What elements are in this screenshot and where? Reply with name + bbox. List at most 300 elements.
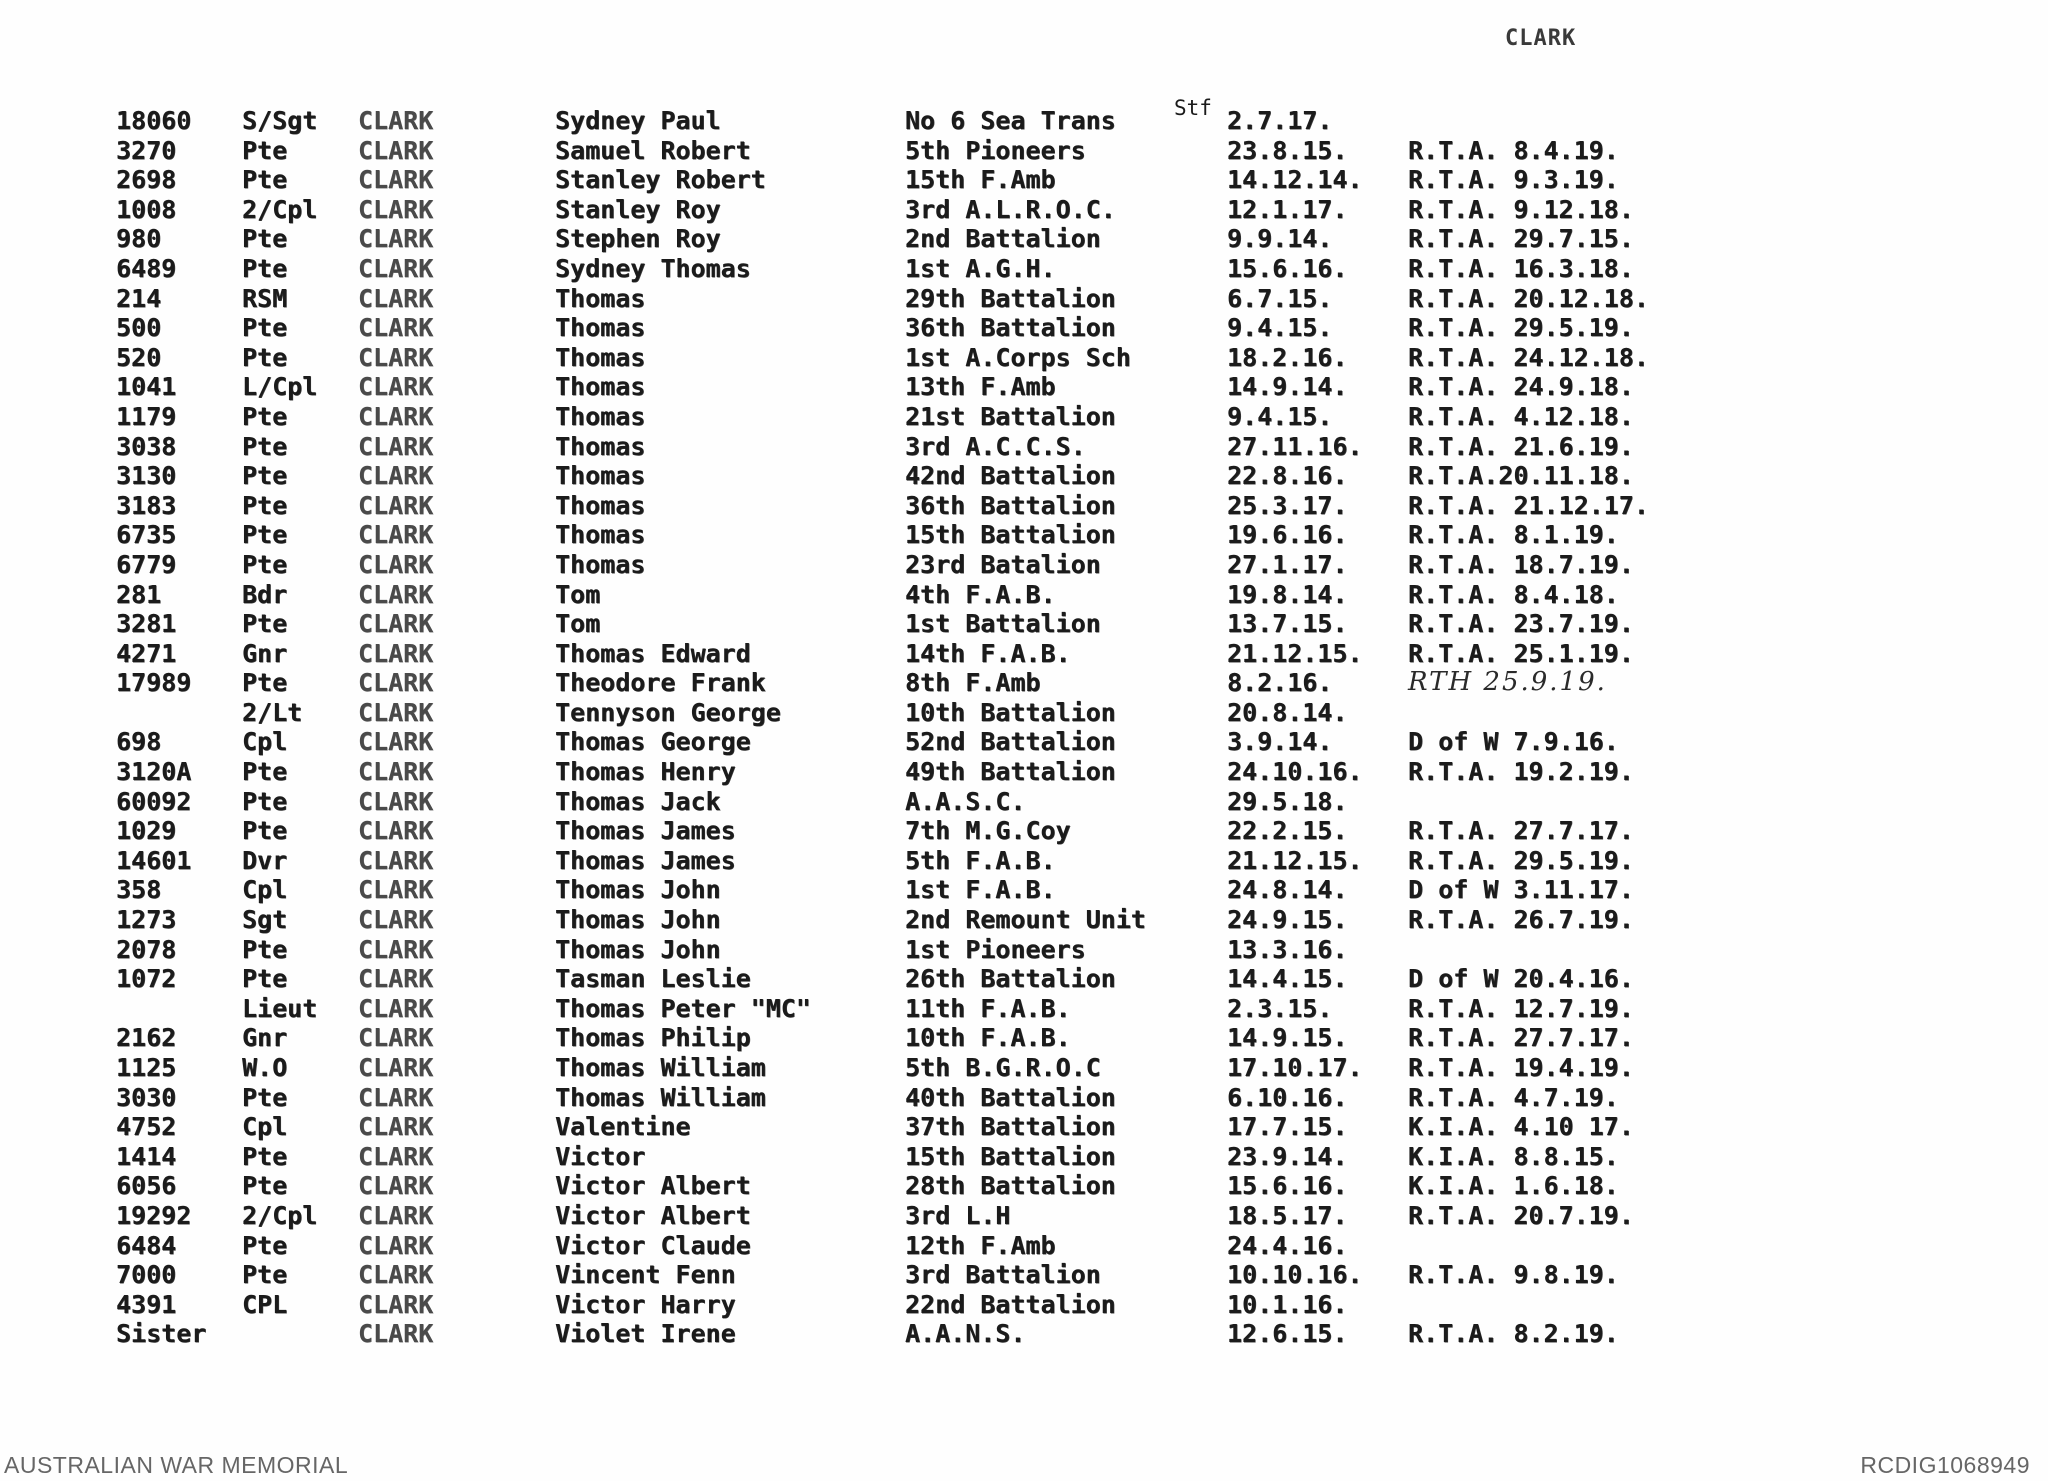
- rank: Pte: [242, 786, 288, 816]
- rank: Pte: [242, 668, 288, 698]
- record-row: [0, 994, 2048, 1024]
- record-row: [0, 846, 2048, 876]
- service-number: 19292: [116, 1200, 192, 1230]
- record-row: [0, 520, 2048, 550]
- surname: CLARK: [358, 1260, 434, 1290]
- service-number: 3270: [116, 135, 177, 165]
- given-names: Vincent Fenn: [555, 1260, 736, 1290]
- surname: CLARK: [358, 1112, 434, 1142]
- service-number: 4271: [116, 638, 177, 668]
- fate: K.I.A. 8.8.15.: [1408, 1141, 1619, 1171]
- given-names: Thomas James: [555, 845, 736, 875]
- record-row: [0, 1201, 2048, 1231]
- service-number: 281: [116, 579, 162, 609]
- surname: CLARK: [358, 165, 434, 195]
- rank: Pte: [242, 253, 288, 283]
- unit: 11th F.A.B.: [905, 993, 1071, 1023]
- unit: 5th B.G.R.O.C: [905, 1053, 1101, 1082]
- enlistment-date: 12.1.17.: [1227, 194, 1348, 224]
- record-row: [0, 935, 2048, 965]
- unit: 26th Battalion: [905, 964, 1116, 994]
- record-row: [0, 1142, 2048, 1172]
- fate: R.T.A. 4.12.18.: [1408, 401, 1634, 431]
- given-names: Stanley Robert: [555, 165, 766, 195]
- enlistment-date: 23.9.14.: [1227, 1141, 1348, 1171]
- fate: R.T.A. 21.6.19.: [1408, 431, 1634, 461]
- surname: CLARK: [358, 106, 434, 135]
- surname: CLARK: [358, 757, 434, 787]
- unit: 2nd Remount Unit: [905, 905, 1146, 935]
- rank: Pte: [242, 757, 288, 787]
- fate: R.T.A. 27.7.17.: [1408, 1023, 1634, 1053]
- service-number: 3183: [116, 490, 177, 520]
- unit: 15th F.Amb: [905, 165, 1056, 195]
- rank: Sgt: [242, 905, 288, 935]
- enlistment-date: 18.5.17.: [1227, 1200, 1348, 1230]
- fate: K.I.A. 4.10 17.: [1408, 1112, 1634, 1142]
- record-row: [0, 668, 2048, 698]
- service-number: 1041: [116, 372, 177, 402]
- record-row: [0, 964, 2048, 994]
- unit: A.A.S.C.: [905, 786, 1026, 816]
- service-number: 2078: [116, 934, 177, 964]
- surname: CLARK: [358, 1141, 434, 1171]
- surname: CLARK: [358, 1319, 434, 1349]
- enlistment-date: 6.10.16.: [1227, 1082, 1348, 1112]
- record-row: [0, 254, 2048, 284]
- fate: R.T.A. 26.7.19.: [1408, 905, 1634, 935]
- service-number: 980: [116, 224, 162, 254]
- enlistment-date: 6.7.15.: [1227, 283, 1333, 313]
- unit: 36th Battalion: [905, 313, 1116, 343]
- institution-label: AUSTRALIAN WAR MEMORIAL: [4, 1452, 349, 1478]
- record-row: [0, 875, 2048, 905]
- surname: CLARK: [358, 490, 434, 520]
- fate: R.T.A. 23.7.19.: [1408, 609, 1634, 639]
- surname-heading: CLARK: [1505, 26, 1577, 51]
- rank: CPL: [242, 1289, 288, 1319]
- unit: 7th M.G.Coy: [905, 816, 1071, 846]
- record-row: [0, 1290, 2048, 1320]
- surname: CLARK: [358, 579, 434, 609]
- enlistment-date: 25.3.17.: [1227, 490, 1348, 520]
- unit: 8th F.Amb: [905, 668, 1041, 698]
- surname: CLARK: [358, 1171, 434, 1201]
- given-names: Victor: [555, 1141, 646, 1171]
- unit: 15th Battalion: [905, 520, 1116, 550]
- given-names: Thomas: [555, 342, 646, 372]
- rank: Gnr: [242, 638, 288, 668]
- enlistment-date: 14.9.15.: [1227, 1023, 1348, 1053]
- enlistment-date: 24.9.15.: [1227, 905, 1348, 935]
- unit: 4th F.A.B.: [905, 579, 1056, 609]
- unit: 10th Battalion: [905, 697, 1116, 727]
- surname: CLARK: [358, 964, 434, 994]
- enlistment-date: 18.2.16.: [1227, 342, 1348, 372]
- surname: CLARK: [358, 1053, 434, 1082]
- fate: R.T.A. 16.3.18.: [1408, 253, 1634, 283]
- service-number: 3030: [116, 1082, 177, 1112]
- service-number: 6779: [116, 549, 177, 579]
- service-number: 6484: [116, 1230, 177, 1260]
- rank: Bdr: [242, 579, 288, 609]
- given-names: Sydney Thomas: [555, 253, 751, 283]
- given-names: Thomas Peter "MC": [555, 993, 811, 1023]
- given-names: Tom: [555, 609, 601, 639]
- given-names: Sydney Paul: [555, 106, 721, 135]
- fate: R.T.A. 29.5.19.: [1408, 845, 1634, 875]
- rank: Pte: [242, 313, 288, 343]
- fate: R.T.A. 8.2.19.: [1408, 1319, 1619, 1349]
- record-row: [0, 1112, 2048, 1142]
- given-names: Theodore Frank: [555, 668, 766, 698]
- given-names: Thomas: [555, 431, 646, 461]
- rank: Pte: [242, 934, 288, 964]
- unit: 1st F.A.B.: [905, 875, 1056, 905]
- record-row: [0, 639, 2048, 669]
- given-names: Thomas John: [555, 934, 721, 964]
- fate: R.T.A. 29.7.15.: [1408, 224, 1634, 254]
- service-number: 1072: [116, 964, 177, 994]
- given-names: Tennyson George: [555, 697, 781, 727]
- rank: Pte: [242, 1141, 288, 1171]
- record-row: [0, 343, 2048, 373]
- service-number: 1029: [116, 816, 177, 846]
- surname: CLARK: [358, 934, 434, 964]
- surname: CLARK: [358, 372, 434, 402]
- record-row: [0, 727, 2048, 757]
- fate: R.T.A. 9.12.18.: [1408, 194, 1634, 224]
- given-names: Thomas Jack: [555, 786, 721, 816]
- record-row: [0, 136, 2048, 166]
- unit: 10th F.A.B.: [905, 1023, 1071, 1053]
- enlistment-date: 21.12.15.: [1227, 845, 1363, 875]
- service-number: 2162: [116, 1023, 177, 1053]
- unit: 29th Battalion: [905, 283, 1116, 313]
- record-row: [0, 550, 2048, 580]
- enlistment-date: 27.11.16.: [1227, 431, 1363, 461]
- record-row: [0, 1319, 2048, 1349]
- surname: CLARK: [358, 1230, 434, 1260]
- fate: D of W 3.11.17.: [1408, 875, 1634, 905]
- enlistment-date: 3.9.14.: [1227, 727, 1333, 757]
- enlistment-date: 20.8.14.: [1227, 697, 1348, 727]
- rank: Pte: [242, 224, 288, 254]
- given-names: Thomas John: [555, 905, 721, 935]
- surname: CLARK: [358, 1023, 434, 1053]
- surname: CLARK: [358, 816, 434, 846]
- given-names: Samuel Robert: [555, 135, 751, 165]
- record-list: [0, 106, 2048, 1349]
- unit: 13th F.Amb: [905, 372, 1056, 402]
- enlistment-date: 17.7.15.: [1227, 1112, 1348, 1142]
- record-row: [0, 165, 2048, 195]
- given-names: Thomas Philip: [555, 1023, 751, 1053]
- surname: CLARK: [358, 638, 434, 668]
- surname: CLARK: [358, 786, 434, 816]
- rank: Pte: [242, 520, 288, 550]
- service-number: 1125: [116, 1053, 177, 1082]
- unit: 1st A.G.H.: [905, 253, 1056, 283]
- enlistment-date: 9.4.15.: [1227, 313, 1333, 343]
- surname: CLARK: [358, 461, 434, 491]
- fate: R.T.A. 20.12.18.: [1408, 283, 1649, 313]
- service-number: 500: [116, 313, 162, 343]
- enlistment-date: 24.8.14.: [1227, 875, 1348, 905]
- fate: R.T.A.20.11.18.: [1408, 461, 1634, 491]
- enlistment-date: 15.6.16.: [1227, 1171, 1348, 1201]
- unit: A.A.N.S.: [905, 1319, 1026, 1349]
- given-names: Tom: [555, 579, 601, 609]
- unit: 28th Battalion: [905, 1171, 1116, 1201]
- surname: CLARK: [358, 1200, 434, 1230]
- fate: R.T.A. 12.7.19.: [1408, 993, 1634, 1023]
- surname: CLARK: [358, 401, 434, 431]
- service-number: 1008: [116, 194, 177, 224]
- unit: 1st A.Corps Sch: [905, 342, 1131, 372]
- given-names: Thomas: [555, 313, 646, 343]
- fate: R.T.A. 4.7.19.: [1408, 1082, 1619, 1112]
- record-row: [0, 1083, 2048, 1113]
- rank: Pte: [242, 135, 288, 165]
- fate: R.T.A. 8.1.19.: [1408, 520, 1619, 550]
- unit: 3rd A.L.R.O.C.: [905, 194, 1116, 224]
- fate: R.T.A. 20.7.19.: [1408, 1200, 1634, 1230]
- surname: CLARK: [358, 313, 434, 343]
- record-row: [0, 1260, 2048, 1290]
- service-number: Sister: [116, 1319, 207, 1349]
- enlistment-date: 2.3.15.: [1227, 993, 1333, 1023]
- unit: 49th Battalion: [905, 757, 1116, 787]
- record-row: [0, 224, 2048, 254]
- unit: 52nd Battalion: [905, 727, 1116, 757]
- record-row: [0, 787, 2048, 817]
- fate: RTH 25.9.19.: [1408, 667, 1607, 698]
- service-number: 6056: [116, 1171, 177, 1201]
- service-number: 3120A: [116, 757, 192, 787]
- service-number: 358: [116, 875, 162, 905]
- given-names: Thomas William: [555, 1082, 766, 1112]
- unit: 12th F.Amb: [905, 1230, 1056, 1260]
- rank: Pte: [242, 461, 288, 491]
- rank: 2/Cpl: [242, 1200, 318, 1230]
- enlistment-date: 14.4.15.: [1227, 964, 1348, 994]
- enlistment-date: 19.8.14.: [1227, 579, 1348, 609]
- rank: RSM: [242, 283, 288, 313]
- fate: R.T.A. 9.8.19.: [1408, 1260, 1619, 1290]
- record-row: [0, 195, 2048, 225]
- service-number: 6489: [116, 253, 177, 283]
- unit: 42nd Battalion: [905, 461, 1116, 491]
- enlistment-date: 2.7.17.: [1227, 106, 1333, 135]
- enlistment-date: 15.6.16.: [1227, 253, 1348, 283]
- enlistment-date: 12.6.15.: [1227, 1319, 1348, 1349]
- fate: R.T.A. 18.7.19.: [1408, 549, 1634, 579]
- record-row: [0, 757, 2048, 787]
- service-number: 4752: [116, 1112, 177, 1142]
- surname: CLARK: [358, 549, 434, 579]
- unit: 3rd L.H: [905, 1200, 1011, 1230]
- given-names: Tasman Leslie: [555, 964, 751, 994]
- rank: W.O: [242, 1053, 288, 1082]
- surname: CLARK: [358, 431, 434, 461]
- enlistment-date: 14.12.14.: [1227, 165, 1363, 195]
- surname: CLARK: [358, 727, 434, 757]
- service-number: 1179: [116, 401, 177, 431]
- surname: CLARK: [358, 697, 434, 727]
- enlistment-date: 19.6.16.: [1227, 520, 1348, 550]
- record-row: [0, 313, 2048, 343]
- rank: Pte: [242, 549, 288, 579]
- service-number: 214: [116, 283, 162, 313]
- surname: CLARK: [358, 224, 434, 254]
- enlistment-date: 17.10.17.: [1227, 1053, 1363, 1082]
- unit: 1st Battalion: [905, 609, 1101, 639]
- enlistment-date: 27.1.17.: [1227, 549, 1348, 579]
- enlistment-date: 22.8.16.: [1227, 461, 1348, 491]
- surname: CLARK: [358, 609, 434, 639]
- service-number: 6735: [116, 520, 177, 550]
- given-names: Thomas: [555, 461, 646, 491]
- enlistment-date: 23.8.15.: [1227, 135, 1348, 165]
- surname: CLARK: [358, 253, 434, 283]
- service-number: 7000: [116, 1260, 177, 1290]
- enlistment-date: 21.12.15.: [1227, 638, 1363, 668]
- unit: 21st Battalion: [905, 401, 1116, 431]
- enlistment-date: 24.10.16.: [1227, 757, 1363, 787]
- rank: 2/Cpl: [242, 194, 318, 224]
- given-names: Thomas William: [555, 1053, 766, 1082]
- unit: 36th Battalion: [905, 490, 1116, 520]
- enlistment-date: 9.4.15.: [1227, 401, 1333, 431]
- rank: Pte: [242, 165, 288, 195]
- fate: D of W 20.4.16.: [1408, 964, 1634, 994]
- unit: 22nd Battalion: [905, 1289, 1116, 1319]
- given-names: Thomas Henry: [555, 757, 736, 787]
- service-number: 2698: [116, 165, 177, 195]
- record-row: [0, 284, 2048, 314]
- superscript-note: Stf: [1174, 96, 1212, 120]
- rank: Pte: [242, 609, 288, 639]
- fate: K.I.A. 1.6.18.: [1408, 1171, 1619, 1201]
- fate: R.T.A. 24.9.18.: [1408, 372, 1634, 402]
- fate: R.T.A. 29.5.19.: [1408, 313, 1634, 343]
- enlistment-date: 8.2.16.: [1227, 668, 1333, 698]
- record-row: [0, 1171, 2048, 1201]
- record-row: [0, 402, 2048, 432]
- fate: R.T.A. 19.4.19.: [1408, 1053, 1634, 1082]
- surname: CLARK: [358, 520, 434, 550]
- rank: Pte: [242, 342, 288, 372]
- rank: Pte: [242, 816, 288, 846]
- rank: Gnr: [242, 1023, 288, 1053]
- unit: 40th Battalion: [905, 1082, 1116, 1112]
- rank: Pte: [242, 964, 288, 994]
- given-names: Violet Irene: [555, 1319, 736, 1349]
- rank: 2/Lt: [242, 697, 303, 727]
- fate: R.T.A. 24.12.18.: [1408, 342, 1649, 372]
- record-row: [0, 461, 2048, 491]
- surname: CLARK: [358, 342, 434, 372]
- given-names: Thomas: [555, 283, 646, 313]
- surname: CLARK: [358, 1289, 434, 1319]
- surname: CLARK: [358, 875, 434, 905]
- given-names: Thomas: [555, 401, 646, 431]
- rank: Lieut: [242, 993, 318, 1023]
- record-row: [0, 580, 2048, 610]
- rank: Pte: [242, 431, 288, 461]
- surname: CLARK: [358, 135, 434, 165]
- surname: CLARK: [358, 194, 434, 224]
- record-row: [0, 106, 2048, 136]
- given-names: Victor Albert: [555, 1171, 751, 1201]
- surname: CLARK: [358, 1082, 434, 1112]
- enlistment-date: 24.4.16.: [1227, 1230, 1348, 1260]
- given-names: Stanley Roy: [555, 194, 721, 224]
- service-number: 18060: [116, 106, 192, 135]
- rank: Pte: [242, 1230, 288, 1260]
- rank: Pte: [242, 1260, 288, 1290]
- fate: R.T.A. 8.4.19.: [1408, 135, 1619, 165]
- rank: Cpl: [242, 1112, 288, 1142]
- surname: CLARK: [358, 993, 434, 1023]
- rank: S/Sgt: [242, 106, 318, 135]
- given-names: Thomas John: [555, 875, 721, 905]
- fate: R.T.A. 9.3.19.: [1408, 165, 1619, 195]
- record-row: [0, 816, 2048, 846]
- unit: 3rd Battalion: [905, 1260, 1101, 1290]
- service-number: 17989: [116, 668, 192, 698]
- given-names: Victor Claude: [555, 1230, 751, 1260]
- unit: 5th F.A.B.: [905, 845, 1056, 875]
- enlistment-date: 9.9.14.: [1227, 224, 1333, 254]
- record-row: [0, 1053, 2048, 1083]
- enlistment-date: 14.9.14.: [1227, 372, 1348, 402]
- surname: CLARK: [358, 905, 434, 935]
- service-number: 3038: [116, 431, 177, 461]
- service-number: 3281: [116, 609, 177, 639]
- service-number: 60092: [116, 786, 192, 816]
- enlistment-date: 10.10.16.: [1227, 1260, 1363, 1290]
- record-row: [0, 1023, 2048, 1053]
- given-names: Thomas George: [555, 727, 751, 757]
- unit: 15th Battalion: [905, 1141, 1116, 1171]
- fate: D of W 7.9.16.: [1408, 727, 1619, 757]
- service-number: 698: [116, 727, 162, 757]
- enlistment-date: 13.7.15.: [1227, 609, 1348, 639]
- surname: CLARK: [358, 283, 434, 313]
- unit: 23rd Batalion: [905, 549, 1101, 579]
- given-names: Victor Harry: [555, 1289, 736, 1319]
- given-names: Stephen Roy: [555, 224, 721, 254]
- enlistment-date: 22.2.15.: [1227, 816, 1348, 846]
- unit: No 6 Sea Trans: [905, 106, 1116, 135]
- service-number: 520: [116, 342, 162, 372]
- fate: R.T.A. 27.7.17.: [1408, 816, 1634, 846]
- given-names: Thomas James: [555, 816, 736, 846]
- enlistment-date: 29.5.18.: [1227, 786, 1348, 816]
- service-number: 1414: [116, 1141, 177, 1171]
- given-names: Thomas: [555, 549, 646, 579]
- unit: 37th Battalion: [905, 1112, 1116, 1142]
- given-names: Thomas Edward: [555, 638, 751, 668]
- rank: Pte: [242, 1082, 288, 1112]
- given-names: Thomas: [555, 520, 646, 550]
- record-row: [0, 1231, 2048, 1261]
- unit: 14th F.A.B.: [905, 638, 1071, 668]
- unit: 2nd Battalion: [905, 224, 1101, 254]
- record-row: [0, 491, 2048, 521]
